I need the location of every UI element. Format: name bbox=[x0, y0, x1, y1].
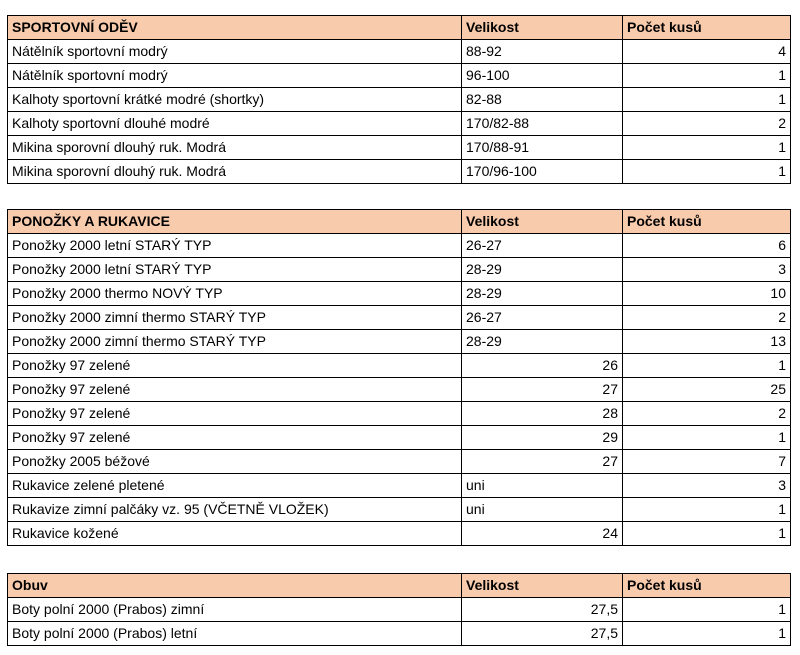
item-count-cell: 1 bbox=[623, 622, 791, 646]
table-row bbox=[8, 64, 791, 88]
item-name-cell: Kalhoty sportovní dlouhé modré bbox=[8, 112, 462, 136]
item-name-cell: Boty polní 2000 (Prabos) zimní bbox=[8, 598, 462, 622]
header-size: Velikost bbox=[462, 16, 623, 40]
item-count-cell: 10 bbox=[623, 282, 791, 306]
item-name-cell: Ponožky 97 zelené bbox=[8, 402, 462, 426]
header-size: Velikost bbox=[462, 574, 623, 598]
table-row bbox=[8, 330, 791, 354]
item-name-cell: Mikina sporovní dlouhý ruk. Modrá bbox=[8, 136, 462, 160]
item-size-cell: 27,5 bbox=[462, 598, 623, 622]
table-row bbox=[8, 598, 791, 622]
table-row bbox=[8, 426, 791, 450]
header-size: Velikost bbox=[462, 210, 623, 234]
item-size-cell: 24 bbox=[462, 522, 623, 546]
item-size-cell: 82-88 bbox=[462, 88, 623, 112]
header-count: Počet kusů bbox=[623, 16, 791, 40]
item-size-cell: uni bbox=[462, 474, 623, 498]
item-size-cell: 170/96-100 bbox=[462, 160, 623, 184]
item-size-cell: 96-100 bbox=[462, 64, 623, 88]
item-count-cell: 1 bbox=[623, 498, 791, 522]
item-count-cell: 2 bbox=[623, 402, 791, 426]
item-size-cell: 26 bbox=[462, 354, 623, 378]
item-size-cell: 88-92 bbox=[462, 40, 623, 64]
table-row bbox=[8, 160, 791, 184]
item-name-cell: Kalhoty sportovní krátké modré (shortky) bbox=[8, 88, 462, 112]
item-name-cell: Ponožky 2000 letní STARÝ TYP bbox=[8, 234, 462, 258]
item-count-cell: 1 bbox=[623, 88, 791, 112]
table-row bbox=[8, 378, 791, 402]
table-row bbox=[8, 622, 791, 646]
table-row bbox=[8, 136, 791, 160]
item-size-cell: 27 bbox=[462, 378, 623, 402]
item-count-cell: 1 bbox=[623, 598, 791, 622]
item-size-cell: 26-27 bbox=[462, 306, 623, 330]
table-row bbox=[8, 354, 791, 378]
item-count-cell: 2 bbox=[623, 306, 791, 330]
item-name-cell: Boty polní 2000 (Prabos) letní bbox=[8, 622, 462, 646]
item-name-cell: Rukavice kožené bbox=[8, 522, 462, 546]
item-name-cell: Ponožky 2000 thermo NOVÝ TYP bbox=[8, 282, 462, 306]
item-count-cell: 1 bbox=[623, 160, 791, 184]
item-size-cell: 170/82-88 bbox=[462, 112, 623, 136]
item-count-cell: 1 bbox=[623, 136, 791, 160]
table-row bbox=[8, 88, 791, 112]
item-name-cell: Rukavice zelené pletené bbox=[8, 474, 462, 498]
table-row bbox=[8, 498, 791, 522]
item-name-cell: Mikina sporovní dlouhý ruk. Modrá bbox=[8, 160, 462, 184]
item-size-cell: 29 bbox=[462, 426, 623, 450]
item-size-cell: 26-27 bbox=[462, 234, 623, 258]
item-size-cell: uni bbox=[462, 498, 623, 522]
table-row bbox=[8, 402, 791, 426]
item-size-cell: 28-29 bbox=[462, 258, 623, 282]
table-row bbox=[8, 112, 791, 136]
header-row bbox=[8, 574, 791, 598]
header-count: Počet kusů bbox=[623, 210, 791, 234]
item-size-cell: 170/88-91 bbox=[462, 136, 623, 160]
table-row bbox=[8, 258, 791, 282]
item-count-cell: 1 bbox=[623, 354, 791, 378]
table-row bbox=[8, 522, 791, 546]
item-size-cell: 28-29 bbox=[462, 282, 623, 306]
item-count-cell: 2 bbox=[623, 112, 791, 136]
table-row bbox=[8, 450, 791, 474]
table-ponozky-a-rukavice bbox=[7, 209, 791, 546]
table-sportovni-odev bbox=[7, 15, 791, 184]
item-count-cell: 3 bbox=[623, 258, 791, 282]
item-count-cell: 6 bbox=[623, 234, 791, 258]
item-name-cell: Ponožky 2005 béžové bbox=[8, 450, 462, 474]
item-name-cell: Ponožky 97 zelené bbox=[8, 354, 462, 378]
item-count-cell: 1 bbox=[623, 522, 791, 546]
header-category: PONOŽKY A RUKAVICE bbox=[8, 210, 462, 234]
item-count-cell: 3 bbox=[623, 474, 791, 498]
item-name-cell: Nátělník sportovní modrý bbox=[8, 40, 462, 64]
table-row bbox=[8, 306, 791, 330]
item-name-cell: Rukavize zimní palčáky vz. 95 (VČETNĚ VLOŽEK) bbox=[8, 498, 462, 522]
header-row bbox=[8, 210, 791, 234]
item-count-cell: 1 bbox=[623, 64, 791, 88]
table-row bbox=[8, 474, 791, 498]
item-count-cell: 4 bbox=[623, 40, 791, 64]
header-category: SPORTOVNÍ ODĚV bbox=[8, 16, 462, 40]
item-name-cell: Ponožky 97 zelené bbox=[8, 426, 462, 450]
item-name-cell: Ponožky 2000 zimní thermo STARÝ TYP bbox=[8, 306, 462, 330]
header-category: Obuv bbox=[8, 574, 462, 598]
item-size-cell: 27,5 bbox=[462, 622, 623, 646]
header-row bbox=[8, 16, 791, 40]
table-row bbox=[8, 234, 791, 258]
item-count-cell: 13 bbox=[623, 330, 791, 354]
item-size-cell: 27 bbox=[462, 450, 623, 474]
table-row bbox=[8, 40, 791, 64]
header-count: Počet kusů bbox=[623, 574, 791, 598]
item-name-cell: Ponožky 97 zelené bbox=[8, 378, 462, 402]
table-obuv bbox=[7, 573, 791, 646]
item-name-cell: Ponožky 2000 zimní thermo STARÝ TYP bbox=[8, 330, 462, 354]
item-count-cell: 7 bbox=[623, 450, 791, 474]
item-count-cell: 25 bbox=[623, 378, 791, 402]
item-size-cell: 28-29 bbox=[462, 330, 623, 354]
table-row bbox=[8, 282, 791, 306]
item-count-cell: 1 bbox=[623, 426, 791, 450]
item-name-cell: Nátělník sportovní modrý bbox=[8, 64, 462, 88]
item-name-cell: Ponožky 2000 letní STARÝ TYP bbox=[8, 258, 462, 282]
item-size-cell: 28 bbox=[462, 402, 623, 426]
